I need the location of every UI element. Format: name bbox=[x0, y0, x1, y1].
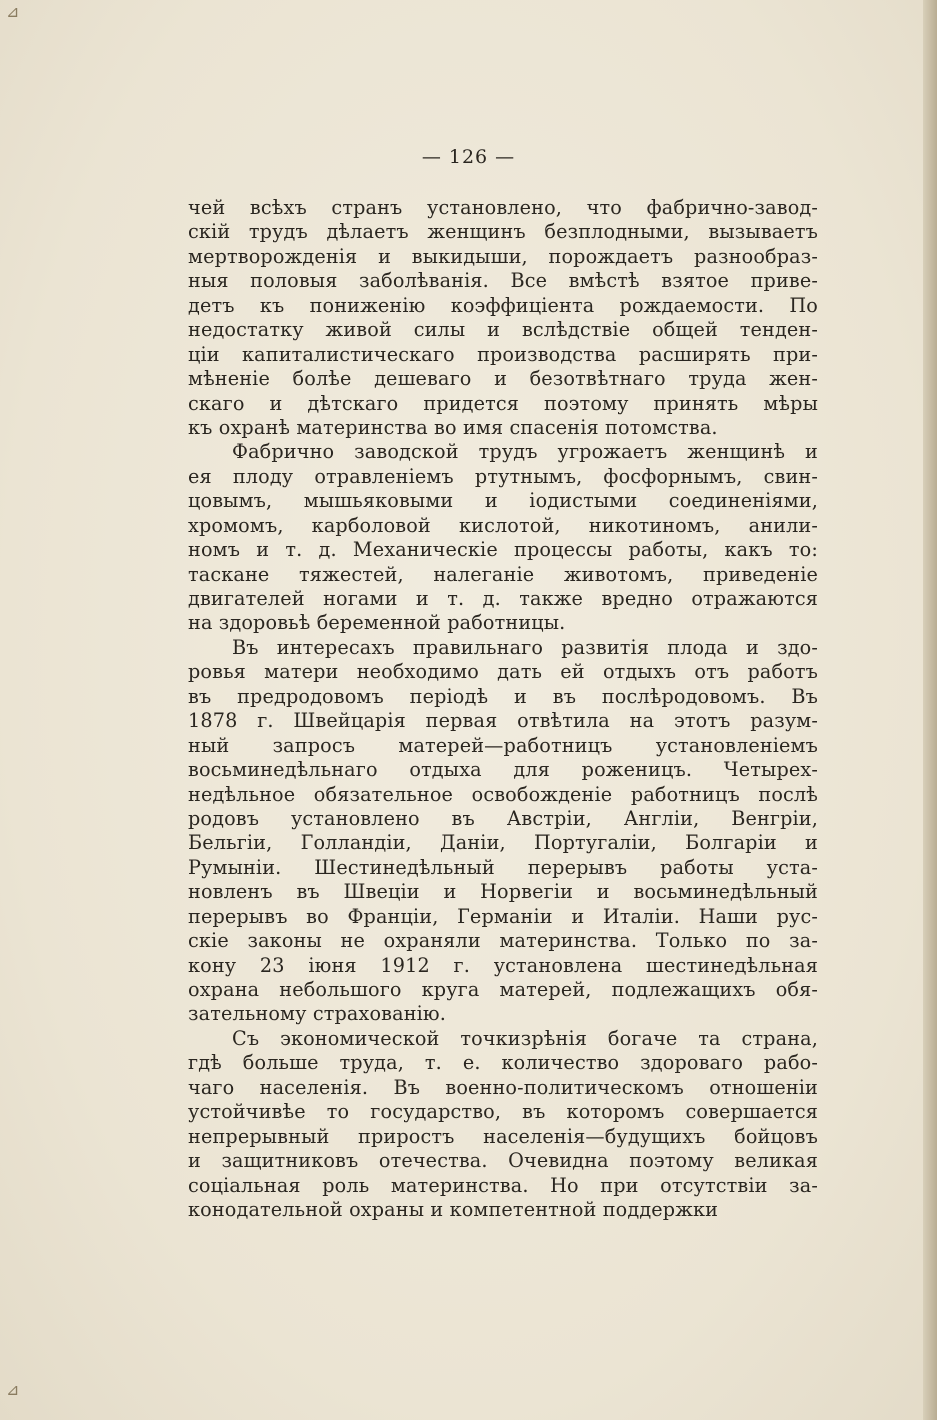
text-line: мѣненіе болѣе дешеваго и безотвѣтнаго труда жен- bbox=[188, 367, 818, 391]
corner-mark-icon: ⊿ bbox=[6, 1380, 20, 1399]
text-line: 1878 г. Швейцарія первая отвѣтила на этотъ разум- bbox=[188, 709, 818, 733]
text-line: зательному страхованію. bbox=[188, 1002, 447, 1026]
text-line: мертворожденія и выкидыши, порождаетъ разнообраз- bbox=[188, 244, 818, 268]
text-line: цовымъ, мышьяковыми и іодистыми соединеніями, bbox=[188, 489, 818, 513]
paragraph bbox=[188, 440, 818, 636]
text-line: на здоровьѣ беременной работницы. bbox=[188, 611, 566, 635]
text-line: устойчивѣе то государство, въ которомъ совершается bbox=[188, 1100, 818, 1124]
text-line: восьминедѣльнаго отдыха для роженицъ. Четырех- bbox=[188, 758, 818, 782]
text-line: скіе законы не охраняли материнства. Только по за- bbox=[188, 929, 818, 953]
text-line: кону 23 іюня 1912 г. установлена шестинедѣльная bbox=[188, 953, 818, 977]
text-line: соціальная роль материнства. Но при отсутствіи за- bbox=[188, 1173, 818, 1197]
text-line: скій трудъ дѣлаетъ женщинъ безплодными, вызываетъ bbox=[188, 220, 818, 244]
text-line: ныя половыя заболѣванія. Все вмѣстѣ взятое приве- bbox=[188, 269, 818, 293]
text-line: Фабрично заводской трудъ угрожаетъ женщинѣ и bbox=[232, 440, 818, 464]
text-line: охрана небольшого круга матерей, подлежащихъ обя- bbox=[188, 978, 818, 1001]
page-number: — 126 — bbox=[421, 146, 516, 168]
text-line: детъ къ пониженію коэффиціента рождаемости. По bbox=[188, 293, 818, 317]
text-line: таскане тяжестей, налеганіе животомъ, приведеніе bbox=[188, 562, 818, 586]
text-line: въ предродовомъ періодѣ и въ послѣродовомъ. Въ bbox=[188, 684, 818, 708]
text-line: ціи капиталистическаго производства расширять при- bbox=[188, 342, 818, 366]
text-line: ровья матери необходимо дать ей отдыхъ отъ работъ bbox=[188, 660, 818, 684]
paragraph bbox=[188, 636, 818, 1027]
text-line: Въ интересахъ правильнаго развитія плода и здо- bbox=[232, 635, 818, 659]
text-line: двигателей ногами и т. д. также вредно отражаются bbox=[188, 587, 818, 610]
text-line: чей всѣхъ странъ установлено, что фабрично-завод- bbox=[188, 196, 818, 219]
text-line: непрерывный приростъ населенія—будущихъ бойцовъ bbox=[188, 1124, 818, 1148]
text-line: хромомъ, карболовой кислотой, никотиномъ, анили- bbox=[188, 513, 818, 537]
corner-mark-icon: ⊿ bbox=[6, 2, 20, 21]
paragraph bbox=[188, 1027, 818, 1223]
text-line: ея плоду отравленіемъ ртутнымъ, фосфорнымъ, свин- bbox=[188, 464, 818, 488]
text-line: родовъ установлено въ Австріи, Англіи, Венгріи, bbox=[188, 806, 818, 830]
text-line: чаго населенія. Въ военно-политическомъ отношеніи bbox=[188, 1075, 818, 1099]
text-line: Румыніи. Шестинедѣльный перерывъ работы уста- bbox=[188, 855, 818, 879]
text-line: ный запросъ матерей—работницъ установленіемъ bbox=[188, 733, 818, 757]
text-line: Бельгіи, Голландіи, Даніи, Португаліи, Болгаріи и bbox=[188, 831, 818, 855]
text-line: недѣльное обязательное освобожденіе работницъ послѣ bbox=[188, 782, 818, 806]
text-line: новленъ въ Швеціи и Норвегіи и восьминедѣльный bbox=[188, 880, 818, 904]
text-line: гдѣ больше труда, т. е. количество здороваго рабо- bbox=[188, 1051, 818, 1075]
text-line: недостатку живой силы и вслѣдствіе общей тенден- bbox=[188, 318, 818, 342]
text-line: Съ экономической точкизрѣнія богаче та страна, bbox=[232, 1026, 818, 1050]
text-line: перерывъ во Франціи, Германіи и Италіи. Наши рус- bbox=[188, 904, 818, 928]
page-edge-shadow bbox=[923, 0, 937, 1420]
text-line: и защитниковъ отечества. Очевидна поэтому великая bbox=[188, 1149, 818, 1173]
text-line: конодательной охраны и компетентной поддержки bbox=[188, 1197, 719, 1221]
text-line: къ охранѣ материнства во имя спасенія потомства. bbox=[188, 415, 718, 439]
body-text bbox=[188, 196, 818, 1222]
text-line: скаго и дѣтскаго придется поэтому принять мѣры bbox=[188, 391, 818, 415]
paragraph bbox=[188, 196, 818, 440]
text-line: номъ и т. д. Механическіе процессы работы, какъ то: bbox=[188, 538, 818, 562]
